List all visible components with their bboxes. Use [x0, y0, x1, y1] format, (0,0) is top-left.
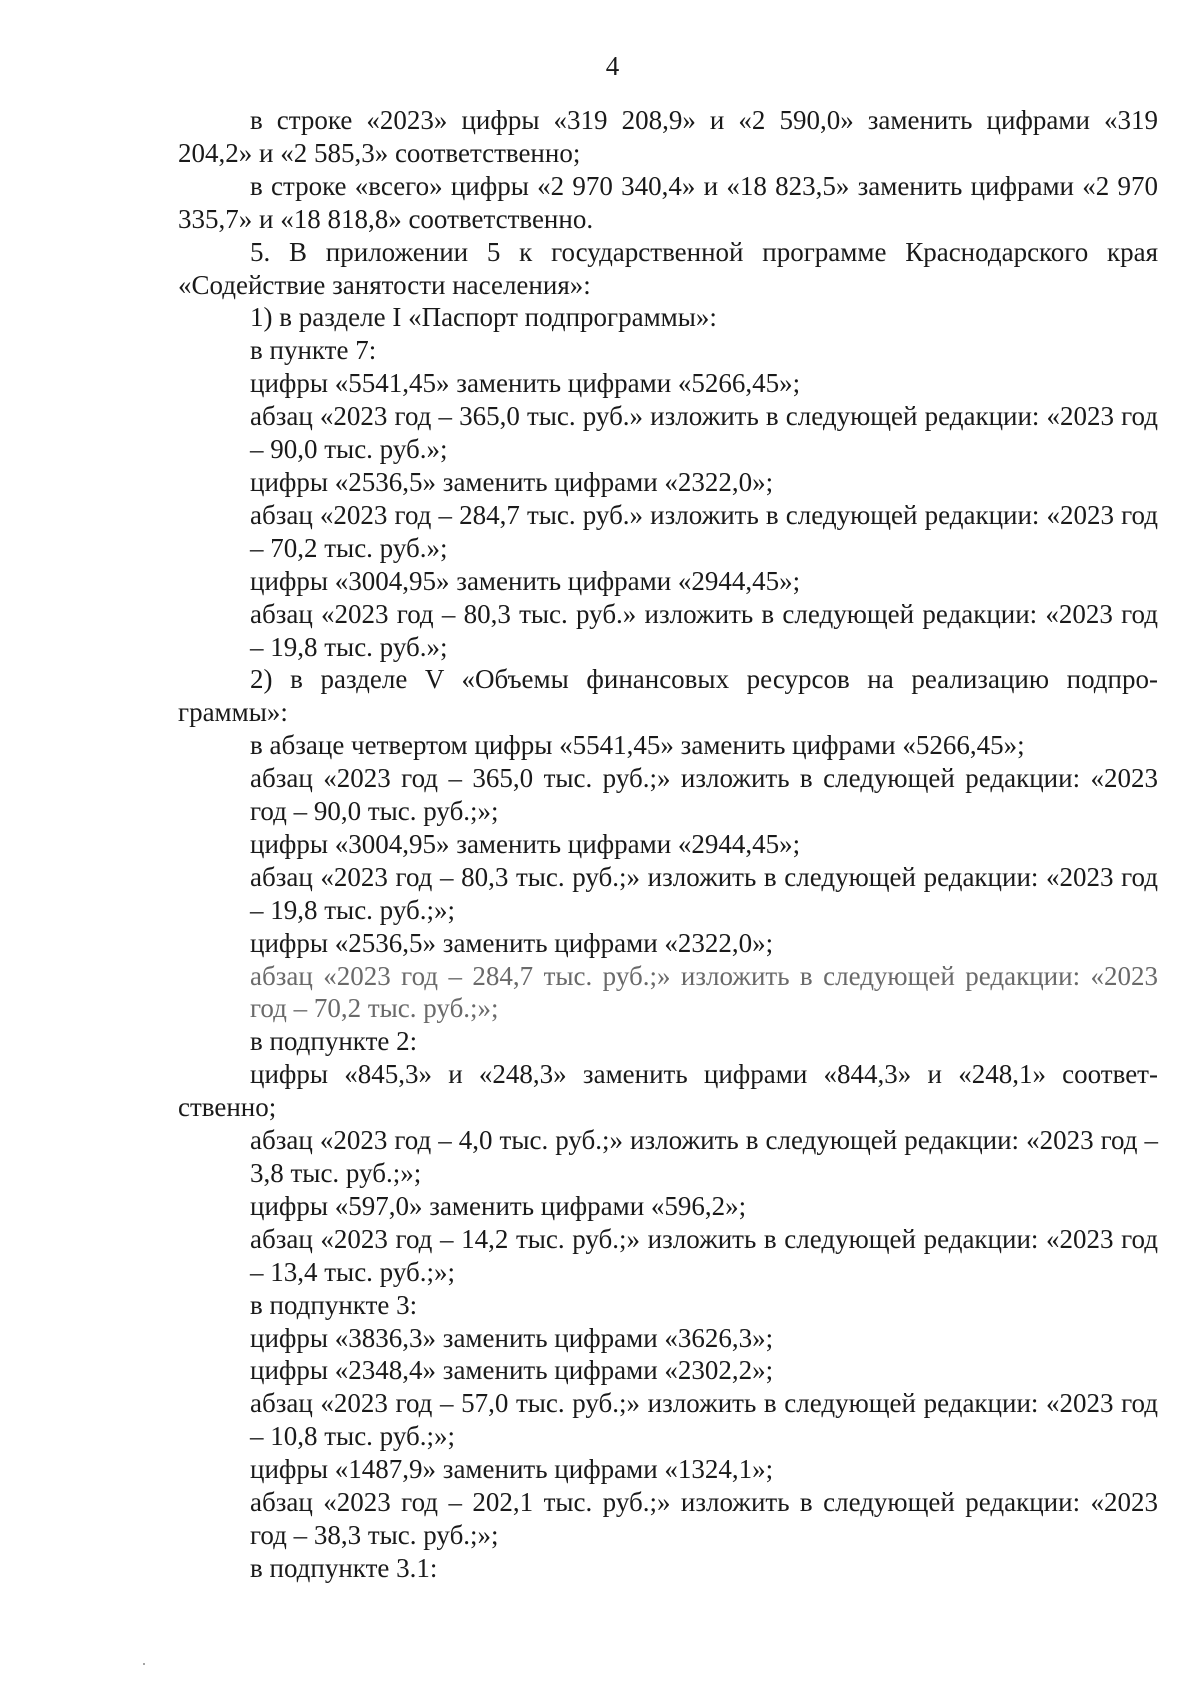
body-paragraph: цифры «3836,3» заменить цифрами «3626,3»;: [250, 1322, 774, 1353]
body-paragraph: 1) в разделе I «Паспорт подпрограммы»:: [250, 302, 717, 333]
body-paragraph: абзац «2023 год – 365,0 тыс. руб.» изложить в следующей редакции: «2023 год – 90,0 тыс. руб.»;: [250, 401, 1158, 465]
body-paragraph: 5. В приложении 5 к государственной программе Краснодарского края «Содействие занятости населения»:: [178, 236, 1158, 300]
body-paragraph: абзац «2023 год – 202,1 тыс. руб.;» изложить в следующей редакции: «2023 год – 38,3 тыс. руб.;»;: [250, 1487, 1158, 1550]
body-paragraph: абзац «2023 год – 284,7 тыс. руб.» изложить в следующей редакции: «2023 год – 70,2 тыс. руб.»;: [250, 499, 1158, 563]
body-paragraph: цифры «3004,95» заменить цифрами «2944,45»;: [250, 565, 801, 596]
document-body: [178, 104, 1158, 1585]
body-paragraph: цифры «597,0» заменить цифрами «596,2»;: [250, 1190, 747, 1221]
body-paragraph: цифры «2348,4» заменить цифрами «2302,2»;: [250, 1355, 774, 1386]
body-paragraph: абзац «2023 год – 80,3 тыс. руб.» изложить в следующей редакции: «2023 год – 19,8 тыс. руб.»;: [250, 598, 1158, 662]
body-paragraph: абзац «2023 год – 80,3 тыс. руб.;» изложить в следующей редакции: «2023 год – 19,8 тыс. руб.;»;: [250, 861, 1158, 925]
body-paragraph: цифры «1487,9» заменить цифрами «1324,1»;: [250, 1454, 774, 1485]
body-paragraph: цифры «5541,45» заменить цифрами «5266,45»;: [250, 368, 801, 399]
body-paragraph: абзац «2023 год – 4,0 тыс. руб.;» изложить в следующей редакции: «2023 год – 3,8 тыс. руб.;»;: [250, 1125, 1158, 1188]
body-paragraph: абзац «2023 год – 57,0 тыс. руб.;» изложить в следующей редакции: «2023 год – 10,8 тыс. руб.;»;: [250, 1388, 1158, 1452]
body-paragraph: 2) в разделе V «Объемы финансовых ресурсов на реализацию подпрограммы»:: [178, 664, 1158, 728]
body-paragraph: цифры «2536,5» заменить цифрами «2322,0»;: [250, 927, 774, 958]
page-number: 4: [605, 51, 620, 81]
body-paragraph: цифры «3004,95» заменить цифрами «2944,45»;: [250, 828, 801, 859]
body-paragraph: в подпункте 3:: [250, 1289, 418, 1320]
body-paragraph: в пункте 7:: [250, 335, 377, 366]
scan-artifact-dot: [143, 1663, 145, 1665]
body-paragraph: в подпункте 3.1:: [250, 1552, 438, 1583]
body-paragraph: цифры «845,3» и «248,3» заменить цифрами «844,3» и «248,1» соответственно;: [178, 1059, 1158, 1123]
body-paragraph: абзац «2023 год – 284,7 тыс. руб.;» изложить в следующей редакции: «2023 год – 70,2 тыс. руб.;»;: [250, 960, 1158, 1024]
body-paragraph: абзац «2023 год – 365,0 тыс. руб.;» изложить в следующей редакции: «2023 год – 90,0 тыс. руб.;»;: [250, 763, 1158, 827]
body-paragraph: в строке «2023» цифры «319 208,9» и «2 590,0» заменить цифрами «319 204,2» и «2 585,3» соответственно;: [178, 105, 1158, 168]
body-paragraph: цифры «2536,5» заменить цифрами «2322,0»;: [250, 466, 774, 497]
body-paragraph: в подпункте 2:: [250, 1026, 418, 1057]
body-paragraph: в строке «всего» цифры «2 970 340,4» и «18 823,5» заменить цифрами «2 970 335,7» и «18 818,8» соответственно.: [178, 170, 1158, 234]
body-paragraph: абзац «2023 год – 14,2 тыс. руб.;» изложить в следующей редакции: «2023 год – 13,4 тыс. руб.;»;: [250, 1223, 1158, 1287]
body-paragraph: в абзаце четвертом цифры «5541,45» заменить цифрами «5266,45»;: [250, 730, 1025, 761]
